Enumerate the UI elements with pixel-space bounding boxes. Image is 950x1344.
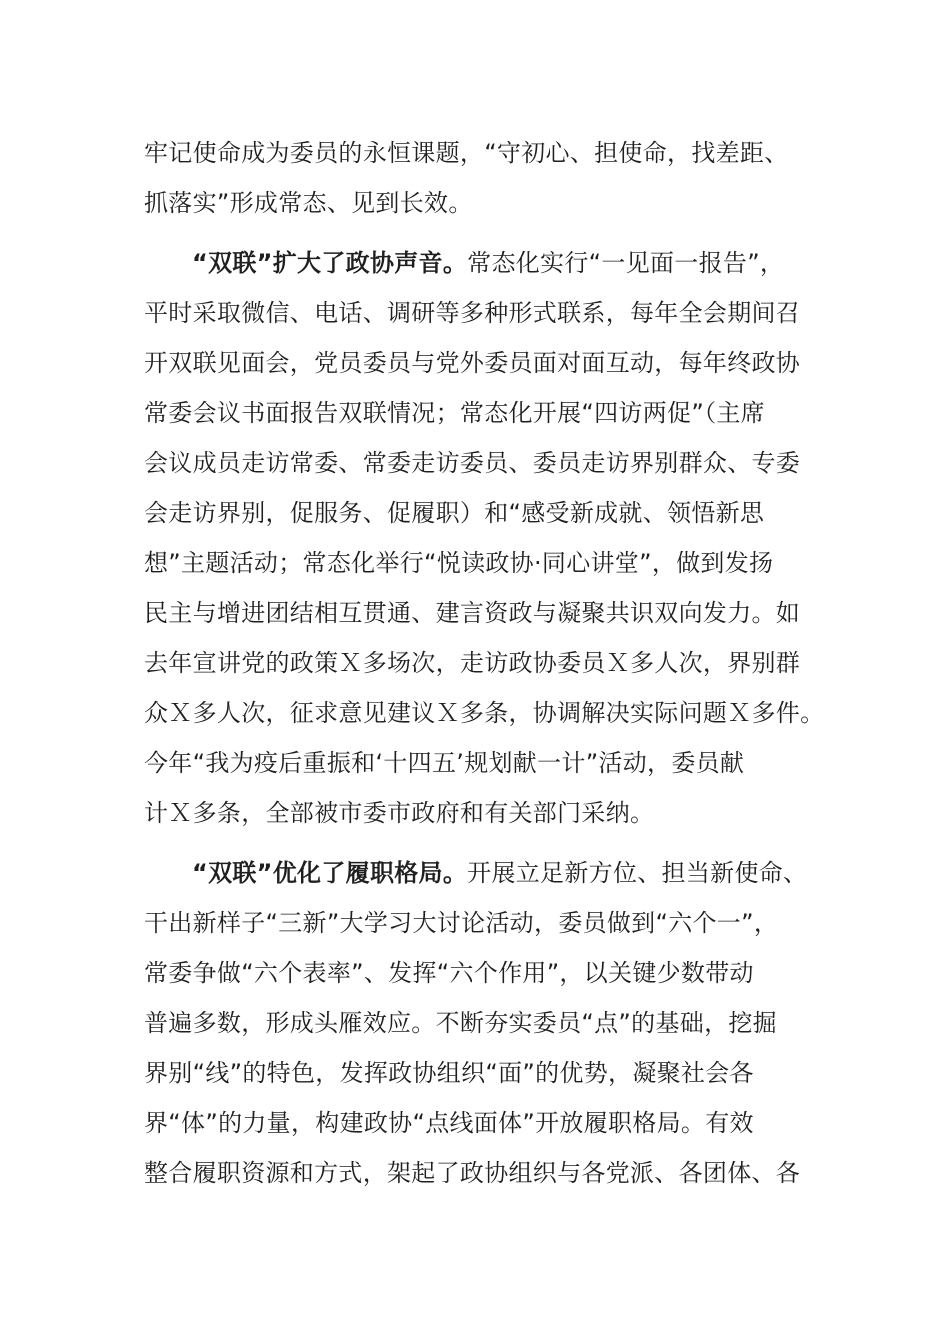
text-line: 平时采取微信、电话、调研等多种形式联系，每年全会期间召 bbox=[144, 299, 801, 327]
text-line: 普遍多数，形成头雁效应。不断夯实委员“点”的基础，挖掘 bbox=[144, 1009, 777, 1037]
text-line: 计Ｘ多条，全部被市委市政府和有关部门采纳。 bbox=[144, 799, 655, 827]
text-line: 今年“我为疫后重振和‘十四五’规划献一计”活动，委员献 bbox=[144, 749, 745, 777]
text-line: 民主与增进团结相互贯通、建言资政与凝聚共识双向发力。如 bbox=[144, 599, 801, 627]
text-line: 常委会议书面报告双联情况；常态化开展“四访两促”（主席 bbox=[144, 399, 765, 427]
paragraph-heading: “双联”优化了履职格局。 bbox=[192, 859, 468, 887]
text-line: 会议成员走访常委、常委走访委员、委员走访界别群众、专委 bbox=[144, 449, 801, 477]
text-line: 牢记使命成为委员的永恒课题，“守初心、担使命，找差距、 bbox=[144, 139, 789, 167]
paragraph-shuanglian-voice bbox=[144, 238, 824, 838]
text-line: 开展立足新方位、担当新使命、 bbox=[467, 859, 808, 887]
paragraph-shuanglian-pattern bbox=[144, 848, 824, 1198]
text-line: 众Ｘ多人次，征求意见建议Ｘ多条，协调解决实际问题Ｘ多件。 bbox=[144, 699, 825, 727]
text-line: 抓落实”形成常态、见到长效。 bbox=[144, 189, 473, 217]
first-line bbox=[144, 238, 824, 288]
text-line: 常委争做“六个表率”、发挥“六个作用”，以关键少数带动 bbox=[144, 959, 754, 987]
document-body bbox=[144, 128, 824, 1198]
paragraph-gap bbox=[144, 228, 824, 238]
text-line: 常态化实行“一见面一报告”， bbox=[467, 249, 785, 277]
paragraph-heading: “双联”扩大了政协声音。 bbox=[192, 249, 468, 277]
text-line: 干出新样子“三新”大学习大讨论活动，委员做到“六个一”， bbox=[144, 909, 779, 937]
paragraph-continuation bbox=[144, 128, 824, 228]
text-line: 整合履职资源和方式，架起了政协组织与各党派、各团体、各 bbox=[144, 1159, 801, 1187]
text-line: 去年宣讲党的政策Ｘ多场次，走访政协委员Ｘ多人次，界别群 bbox=[144, 649, 801, 677]
text-line: 开双联见面会，党员委员与党外委员面对面互动，每年终政协 bbox=[144, 349, 801, 377]
text-line: 想”主题活动；常态化举行“悦读政协·同心讲堂”，做到发扬 bbox=[144, 549, 774, 577]
text-line: 界别“线”的特色，发挥政协组织“面”的优势，凝聚社会各 bbox=[144, 1059, 754, 1087]
first-line bbox=[144, 848, 824, 898]
text-line: 会走访界别，促服务、促履职）和“感受新成就、领悟新思 bbox=[144, 499, 765, 527]
paragraph-gap bbox=[144, 838, 824, 848]
text-line: 界“体”的力量，构建政协“点线面体”开放履职格局。有效 bbox=[144, 1109, 754, 1137]
